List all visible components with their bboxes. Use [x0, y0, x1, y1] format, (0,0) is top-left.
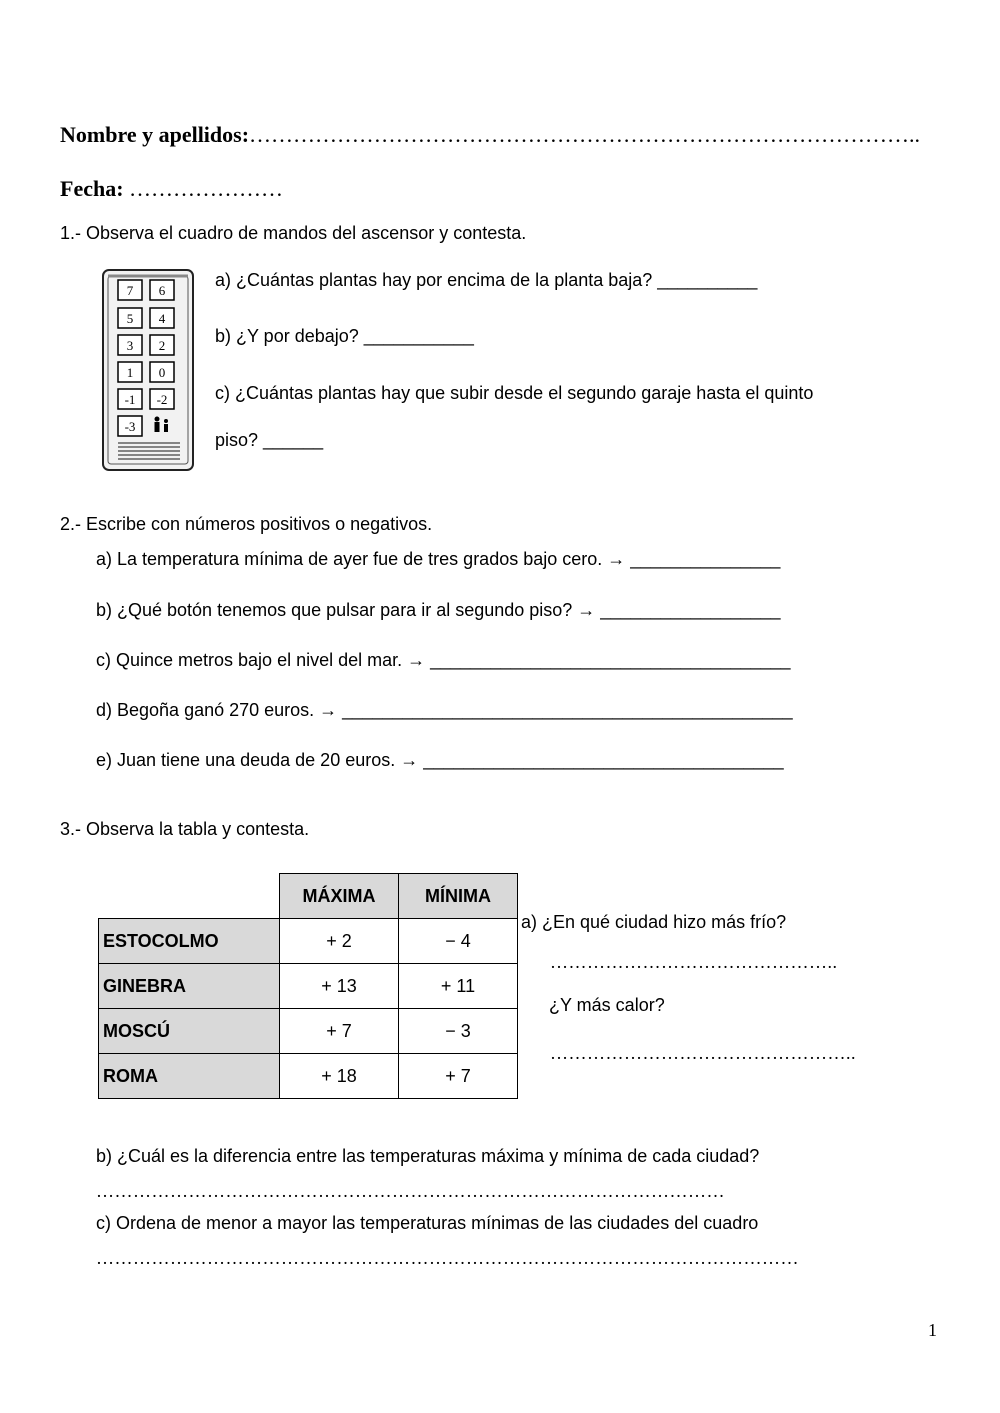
- panel-button-label: 2: [158, 338, 166, 353]
- q3-a-question1: a) ¿En qué ciudad hizo más frío?: [521, 912, 787, 932]
- q1-c-line2[interactable]: piso? ______: [215, 430, 324, 450]
- q2-item-b[interactable]: b) ¿Qué botón tenemos que pulsar para ir al segundo piso? → __________________: [96, 600, 781, 620]
- table-row: [99, 1009, 518, 1054]
- panel-button-label: -2: [156, 392, 168, 407]
- table-header-row: [99, 874, 518, 919]
- elevator-panel-drawing: [100, 268, 196, 474]
- table-row: [99, 964, 518, 1009]
- city-cell: GINEBRA: [99, 964, 280, 1009]
- city-cell: ROMA: [99, 1054, 280, 1099]
- min-cell: + 7: [399, 1054, 518, 1099]
- name-label: Nombre y apellidos:: [60, 122, 250, 147]
- panel-button-label: 1: [126, 365, 134, 380]
- q3-a-answer2[interactable]: …………………………………………..: [550, 1043, 856, 1063]
- q2-item-e[interactable]: e) Juan tiene una deuda de 20 euros. → ____________________________________: [96, 750, 784, 770]
- min-cell: + 11: [399, 964, 518, 1009]
- table-row: [99, 919, 518, 964]
- max-cell: + 18: [280, 1054, 399, 1099]
- max-cell: + 13: [280, 964, 399, 1009]
- panel-button-label: 5: [126, 311, 134, 326]
- table-corner: [99, 874, 280, 919]
- q3-title: 3.- Observa la tabla y contesta.: [60, 819, 310, 839]
- q3-c: c) Ordena de menor a mayor las temperaturas mínimas de las ciudades del cuadro: [96, 1213, 759, 1233]
- name-dots: ………………………………………………………………………………..: [249, 122, 921, 147]
- q2-item-a[interactable]: a) La temperatura mínima de ayer fue de tres grados bajo cero. → _______________: [96, 549, 781, 569]
- table-row: [99, 1054, 518, 1099]
- panel-button-label: -1: [124, 392, 136, 407]
- min-cell: − 3: [399, 1009, 518, 1054]
- date-label: Fecha:: [60, 176, 124, 201]
- q2-title: 2.- Escribe con números positivos o negativos.: [60, 514, 433, 534]
- panel-button-label: 3: [126, 338, 134, 353]
- q3-b-answer[interactable]: …………………………………………………………………………………………: [96, 1181, 725, 1201]
- q3-a-question2: ¿Y más calor?: [549, 995, 665, 1015]
- city-cell: MOSCÚ: [99, 1009, 280, 1054]
- date-field[interactable]: [60, 176, 283, 202]
- date-dots: …………………: [129, 176, 284, 201]
- q3-a-answer1[interactable]: ………………………………………..: [550, 952, 838, 972]
- page-number: 1: [928, 1320, 937, 1340]
- panel-button-label: 4: [158, 311, 166, 326]
- panel-button-label: 0: [158, 365, 166, 380]
- q2-item-c[interactable]: c) Quince metros bajo el nivel del mar. → ____________________________________: [96, 650, 791, 670]
- name-field[interactable]: [60, 122, 920, 148]
- q1-c-line1: c) ¿Cuántas plantas hay que subir desde el segundo garaje hasta el quinto: [215, 383, 814, 403]
- q1-b[interactable]: b) ¿Y por debajo? ___________: [215, 326, 474, 346]
- q1-a[interactable]: a) ¿Cuántas plantas hay por encima de la planta baja? __________: [215, 270, 758, 290]
- panel-button-label: -3: [124, 419, 136, 434]
- q2-item-d[interactable]: d) Begoña ganó 270 euros. → _____________________________________________: [96, 700, 793, 720]
- elevator-panel-icon: [100, 268, 196, 474]
- min-cell: − 4: [399, 919, 518, 964]
- temperature-table: [98, 873, 518, 1099]
- panel-button-label: 7: [126, 283, 134, 298]
- city-cell: ESTOCOLMO: [99, 919, 280, 964]
- max-cell: + 2: [280, 919, 399, 964]
- q3-c-answer[interactable]: ……………………………………………………………………………………………………: [96, 1248, 799, 1268]
- panel-button-label: 6: [158, 283, 166, 298]
- max-cell: + 7: [280, 1009, 399, 1054]
- column-header-max: MÁXIMA: [280, 874, 399, 919]
- q3-b: b) ¿Cuál es la diferencia entre las temperaturas máxima y mínima de cada ciudad?: [96, 1146, 760, 1166]
- column-header-min: MÍNIMA: [399, 874, 518, 919]
- q1-title: 1.- Observa el cuadro de mandos del ascensor y contesta.: [60, 223, 527, 243]
